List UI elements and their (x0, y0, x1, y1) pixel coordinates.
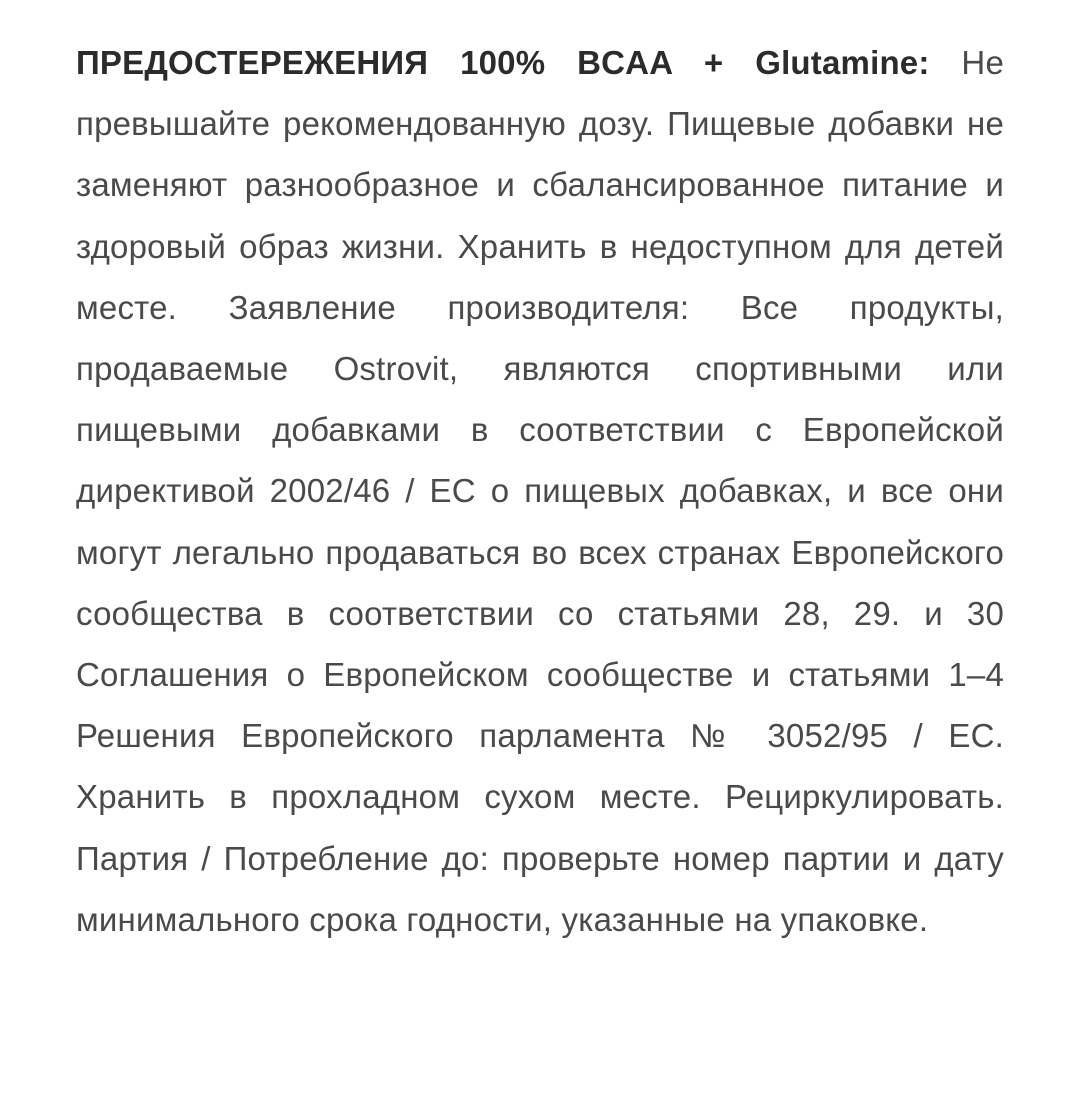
warnings-section (76, 32, 1004, 950)
warnings-paragraph (76, 32, 1004, 950)
warnings-body-text: Не превышайте рекомендованную дозу. Пищевые добавки не заменяют разнообразное и сбалансированное питание и здоровый образ жизни. Хранить в недоступном для детей месте. Заявление производителя: Все продукты, продаваемые Ostrovit, являются спортивными или пищевыми добавками в соответствии с Европейской директивой 2002/46 / EC о пищевых добавках, и все они могут легально продаваться во всех странах Европейского сообщества в соответствии со статьями 28, 29. и 30 Соглашения о Европейском сообществе и статьями 1–4 Решения Европейского парламента № 3052/95 / EC. Хранить в прохладном сухом месте. Рециркулировать. Партия / Потребление до: проверьте номер партии и дату минимального срока годности, указанные на упаковке. (76, 44, 1004, 938)
warnings-heading: ПРЕДОСТЕРЕЖЕНИЯ 100% BCAA + Glutamine: (76, 44, 930, 81)
